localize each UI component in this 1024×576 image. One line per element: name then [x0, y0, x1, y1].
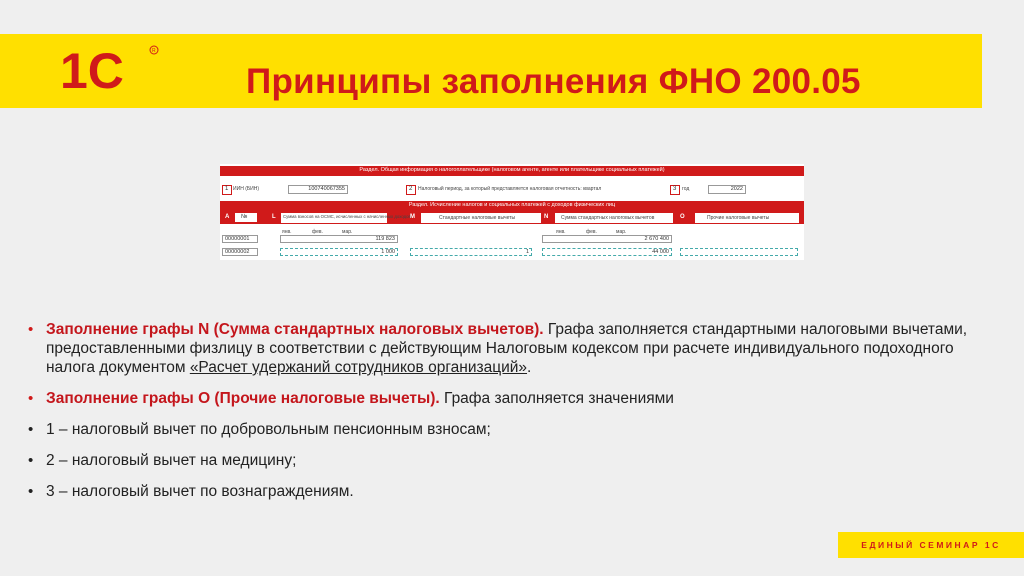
row1-n: 2 670 400: [542, 235, 672, 243]
bullet-item-value-1: • 1 – налоговый вычет по добровольным пенсионным взносам;: [28, 420, 988, 439]
bullet-item-value-3: • 3 – налоговый вычет по вознаграждениям.: [28, 482, 988, 501]
col-m: Стандартные налоговые вычеты: [420, 212, 542, 224]
field1-label: ИИН (БИН): [233, 186, 260, 192]
bullet-item-n: • Заполнение графы N (Сумма стандартных налоговых вычетов). Графа заполняется стандартными налоговыми вычетами, предоставленными физлицу в соответствии с действующим Налоговым кодексом при расчете индивидуального подоходного налога документом «Расчет удержаний сотрудников организаций».: [28, 320, 988, 377]
field2-label: Налоговый период, за который представляется налоговая отчетность: квартал: [418, 186, 602, 192]
document-link[interactable]: «Расчет удержаний сотрудников организаций»: [189, 359, 528, 376]
bullet-list: [28, 320, 988, 513]
footer-badge: ЕДИНЫЙ СЕМИНАР 1С: [838, 532, 1024, 558]
row2-id: 00000002: [222, 248, 258, 256]
field3-value: 2022: [708, 185, 746, 194]
page-title: Принципы заполнения ФНО 200.05: [246, 62, 861, 101]
col-l: Сумма взносов на ОСМС, исчисленных с начисленных доходов: [280, 212, 388, 224]
fno-form-image: Раздел. Общая информация о налогоплательщике (налоговом агенте, агенте или плательщике социальных платежей) 1 ИИН (БИН) 100740067355 2 Налоговый период, за который представляется налоговая отчетность: квартал 3 год 2022 Раздел. Исчисление налогов и социальных платежей с доходов физических лиц A № L Сумма взносов на ОСМС, исчисленных с начисленных доходов M Стандартные налоговые вычеты N Сумма стандартных налоговых вычетов O Прочие налоговые вычеты янв. фев. мар. янв. фев. мар. 00000001 119 823 2 670 400 00000002 1 000 1 44 000: [220, 164, 804, 260]
section2-header: Раздел. Исчисление налогов и социальных платежей с доходов физических лиц: [220, 201, 804, 210]
col-n: Сумма стандартных налоговых вычетов: [554, 212, 674, 224]
svg-text:R: R: [152, 48, 156, 54]
row1-l: 119 823: [280, 235, 398, 243]
row2-l: 1 000: [280, 248, 398, 256]
row2-n: 44 000: [542, 248, 672, 256]
field1-num: 1: [222, 185, 232, 195]
field3-label: год: [682, 186, 690, 192]
col-o: Прочие налоговые вычеты: [694, 212, 800, 224]
row2-o: [680, 248, 798, 256]
row2-m: 1: [410, 248, 532, 256]
field2-num: 2: [406, 185, 416, 195]
bullet-item-o: • Заполнение графы O (Прочие налоговые вычеты). Графа заполняется значениями: [28, 389, 988, 408]
row1-id: 00000001: [222, 235, 258, 243]
section1-header: Раздел. Общая информация о налогоплательщике (налоговом агенте, агенте или плательщике социальных платежей): [220, 166, 804, 176]
field3-num: 3: [670, 185, 680, 195]
col-no: №: [234, 212, 258, 223]
bullet-item-value-2: • 2 – налоговый вычет на медицину;: [28, 451, 988, 470]
logo-1c: [58, 42, 168, 98]
field1-value: 100740067355: [288, 185, 348, 194]
svg-text:1С: 1С: [60, 43, 124, 98]
